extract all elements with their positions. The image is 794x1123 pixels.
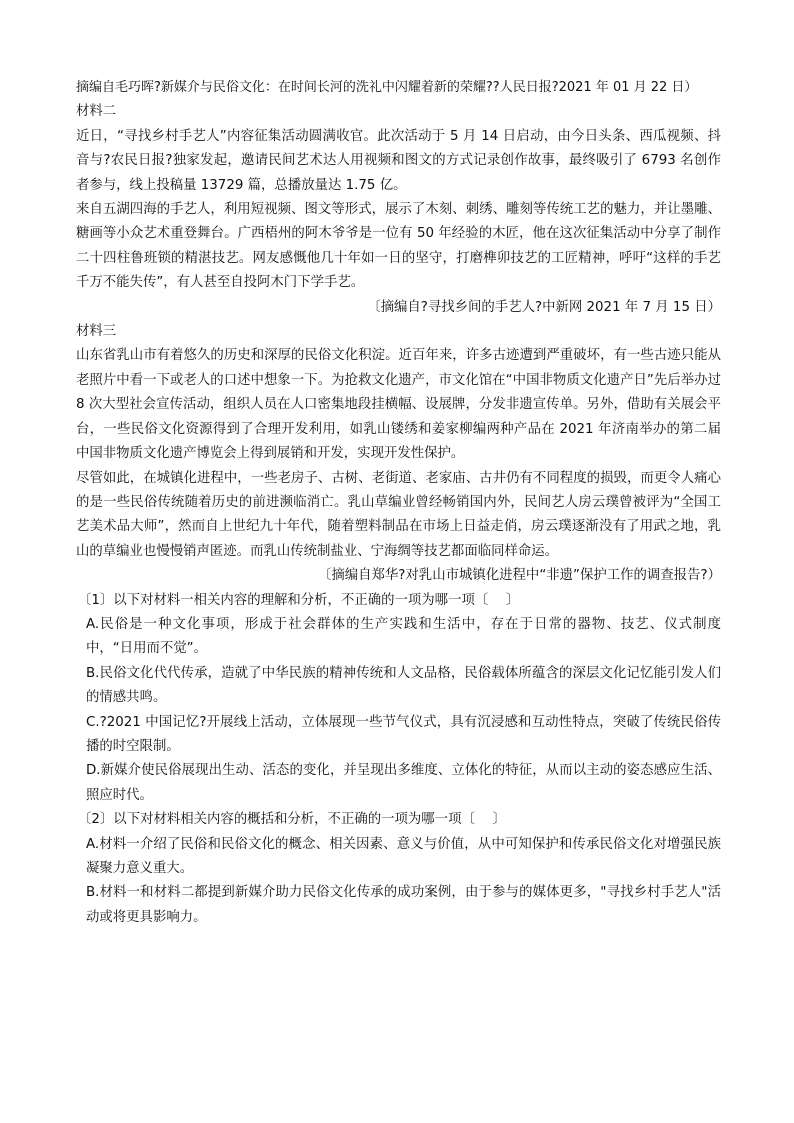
material-2-title: 材料二: [76, 104, 117, 120]
question-1: 〔1〕以下对材料一相关内容的理解和分析，不正确的一项为哪一项〔 〕: [78, 592, 520, 608]
material-3-source: 〔摘编自郑华?对乳山市城镇化进程中“非遗”保护工作的调查报告?）: [317, 568, 721, 584]
question-1-option-b: B.民俗文化代代传承，造就了中华民族的精神传统和人文品格，民俗载体所蕴含的深层文化记忆能引发人们的情感共鸣。: [86, 665, 721, 706]
question-2-option-a: A.材料一介绍了民俗和民俗文化的概念、相关因素、意义与价值，从中可知保护和传承民俗文化对增强民族凝聚力意义重大。: [86, 836, 721, 876]
material-3-title: 材料三: [76, 324, 117, 340]
question-1-option-d: D.新媒介使民俗展现出生动、活态的变化，并呈现出多维度、立体化的特征，从而以主动的姿态感应生活、照应时代。: [86, 763, 721, 803]
question-1-option-a: A.民俗是一种文化事项，形成于社会群体的生产实践和生活中，存在于日常的器物、技艺、仪式制度中，“日用而不觉”。: [86, 616, 721, 657]
material-2-source: 〔摘编自?寻找乡间的手艺人?中新网 2021 年 7 月 15 日）: [367, 299, 721, 315]
document-page: [76, 76, 721, 930]
question-1-option-c: C.?2021 中国记忆?开展线上活动，立体展现一些节气仪式，具有沉浸感和互动性特点，突破了传统民俗传播的时空限制。: [86, 714, 721, 754]
material-2-paragraph-1: 近日，“寻找乡村手艺人”内容征集活动圆满收官。此次活动于 5 月 14 日启动，由今日头条、西瓜视频、抖音与?农民日报?独家发起，邀请民间艺术达人用视频和图文的方式记录创作故事，最终吸引了 6793 名创作者参与，线上投稿量 13729 篇，总播放量达 1.75 亿。: [76, 128, 721, 193]
question-2: 〔2〕以下对材料相关内容的概括和分析，不正确的一项为哪一项〔 〕: [78, 812, 506, 828]
material-1-source: 摘编自毛巧晖?新媒介与民俗文化：在时间长河的洗礼中闪耀着新的荣耀??人民日报?2021 年 01 月 22 日）: [76, 80, 698, 95]
material-3-paragraph-2: 尽管如此，在城镇化进程中，一些老房子、古树、老街道、老家庙、古井仍有不同程度的损毁，而更令人痛心的是一些民俗传统随着历史的前进濒临消亡。乳山草编业曾经畅销国内外，民间艺人房云璞曾被评为“全国工艺美术品大师”，然而自上世纪九十年代，随着塑料制品在市场上日益走俏，房云璞逐渐没有了用武之地，乳山的草编业也慢慢销声匿迹。而乳山传统制盐业、宁海绸等技艺都面临同样命运。: [76, 470, 721, 559]
question-2-option-b: B.材料一和材料二都提到新媒介助力民俗文化传承的成功案例，由于参与的媒体更多，"寻找乡村手艺人"活动或将更具影响力。: [86, 885, 721, 925]
material-3-paragraph-1: 山东省乳山市有着悠久的历史和深厚的民俗文化积淀。近百年来，许多古迹遭到严重破坏，有一些古迹只能从老照片中看一下或老人的口述中想象一下。为抢救文化遗产，市文化馆在“中国非物质文化遗产日”先后举办过 8 次大型社会宣传活动，组织人员在人口密集地段挂横幅、设展牌，分发非遗宣传单。另外，借助有关展会平台，一些民俗文化资源得到了合理开发利用，如乳山镂绣和姜家柳编两种产品在 2021 年济南举办的第二届中国非物质文化遗产博览会上得到展销和开发，实现开发性保护。: [76, 348, 721, 462]
material-2-paragraph-2: 来自五湖四海的手艺人，利用短视频、图文等形式，展示了木刻、刺绣、雕刻等传统工艺的魅力，并让墨雕、糖画等小众艺术重登舞台。广西梧州的阿木爷爷是一位有 50 年经验的木匠，他在这次征集活动中分享了制作二十四柱鲁班锁的精湛技艺。网友感慨他几十年如一日的坚守，打磨榫卯技艺的工匠精神，呼吁“这样的手艺千万不能失传”，有人甚至自投阿木门下学手艺。: [76, 202, 721, 291]
